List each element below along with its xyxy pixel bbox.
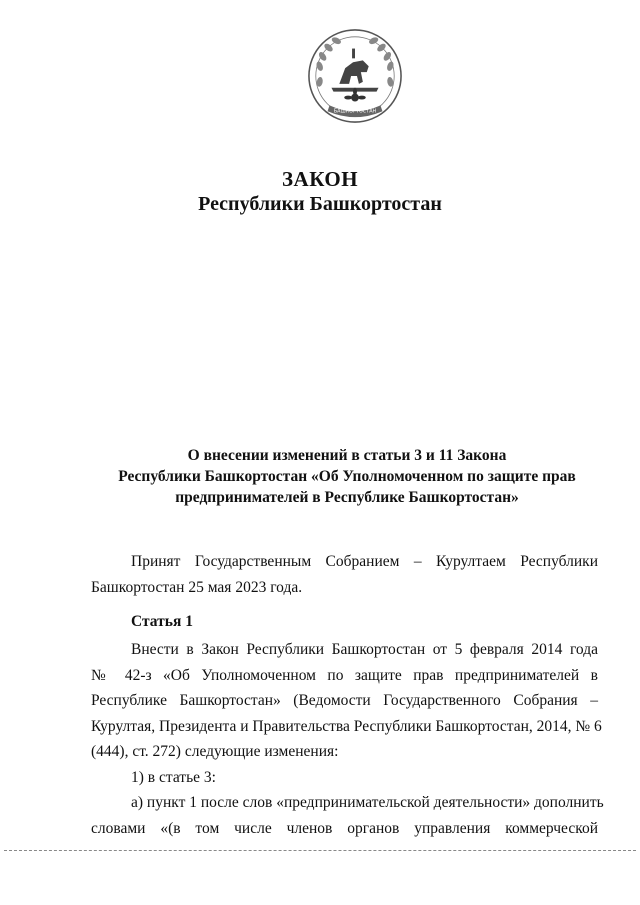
emblem-ribbon-text: БАШКОРТОСТАН [333,108,377,115]
adoption-line: Башкортостан 25 мая 2023 года. [91,578,303,596]
article-heading: Статья 1 [131,613,193,630]
law-subject [112,445,582,508]
document-title: ЗАКОН [281,167,359,191]
document-subtitle: Республики Башкортостан [198,193,442,215]
article-line: № 42-з «Об Уполномоченном по защите прав предпринимателей в [91,666,598,684]
subject-line: предпринимателей в Республике Башкортостан» [175,489,519,506]
adoption-line: Принят Государственным Собранием – Курултаем Республики [131,553,598,570]
subject-line: Республики Башкортостан «Об Уполномоченном по защите прав [118,468,576,485]
article-line: а) пункт 1 после слов «предпринимательской деятельности» дополнить [131,794,604,811]
article-body [91,637,604,841]
article-line: (444), ст. 272) следующие изменения: [91,743,339,760]
adoption-statement [91,549,598,600]
subject-line: О внесении изменений в статьи 3 и 11 Закона [187,447,507,464]
page-cut-divider [4,850,636,851]
article-line: 1) в статье 3: [131,768,216,786]
article-line: Республике Башкортостан» (Ведомости Государственного Собрания – [91,692,598,709]
article-line: словами «(в том числе членов органов управления коммерческой [91,819,598,837]
article-line: Курултая, Президента и Правительства Республики Башкортостан, 2014, № 6 [91,717,602,735]
article-line: Внести в Закон Республики Башкортостан от 5 февраля 2014 года [131,641,598,658]
coat-of-arms-icon [306,27,404,125]
